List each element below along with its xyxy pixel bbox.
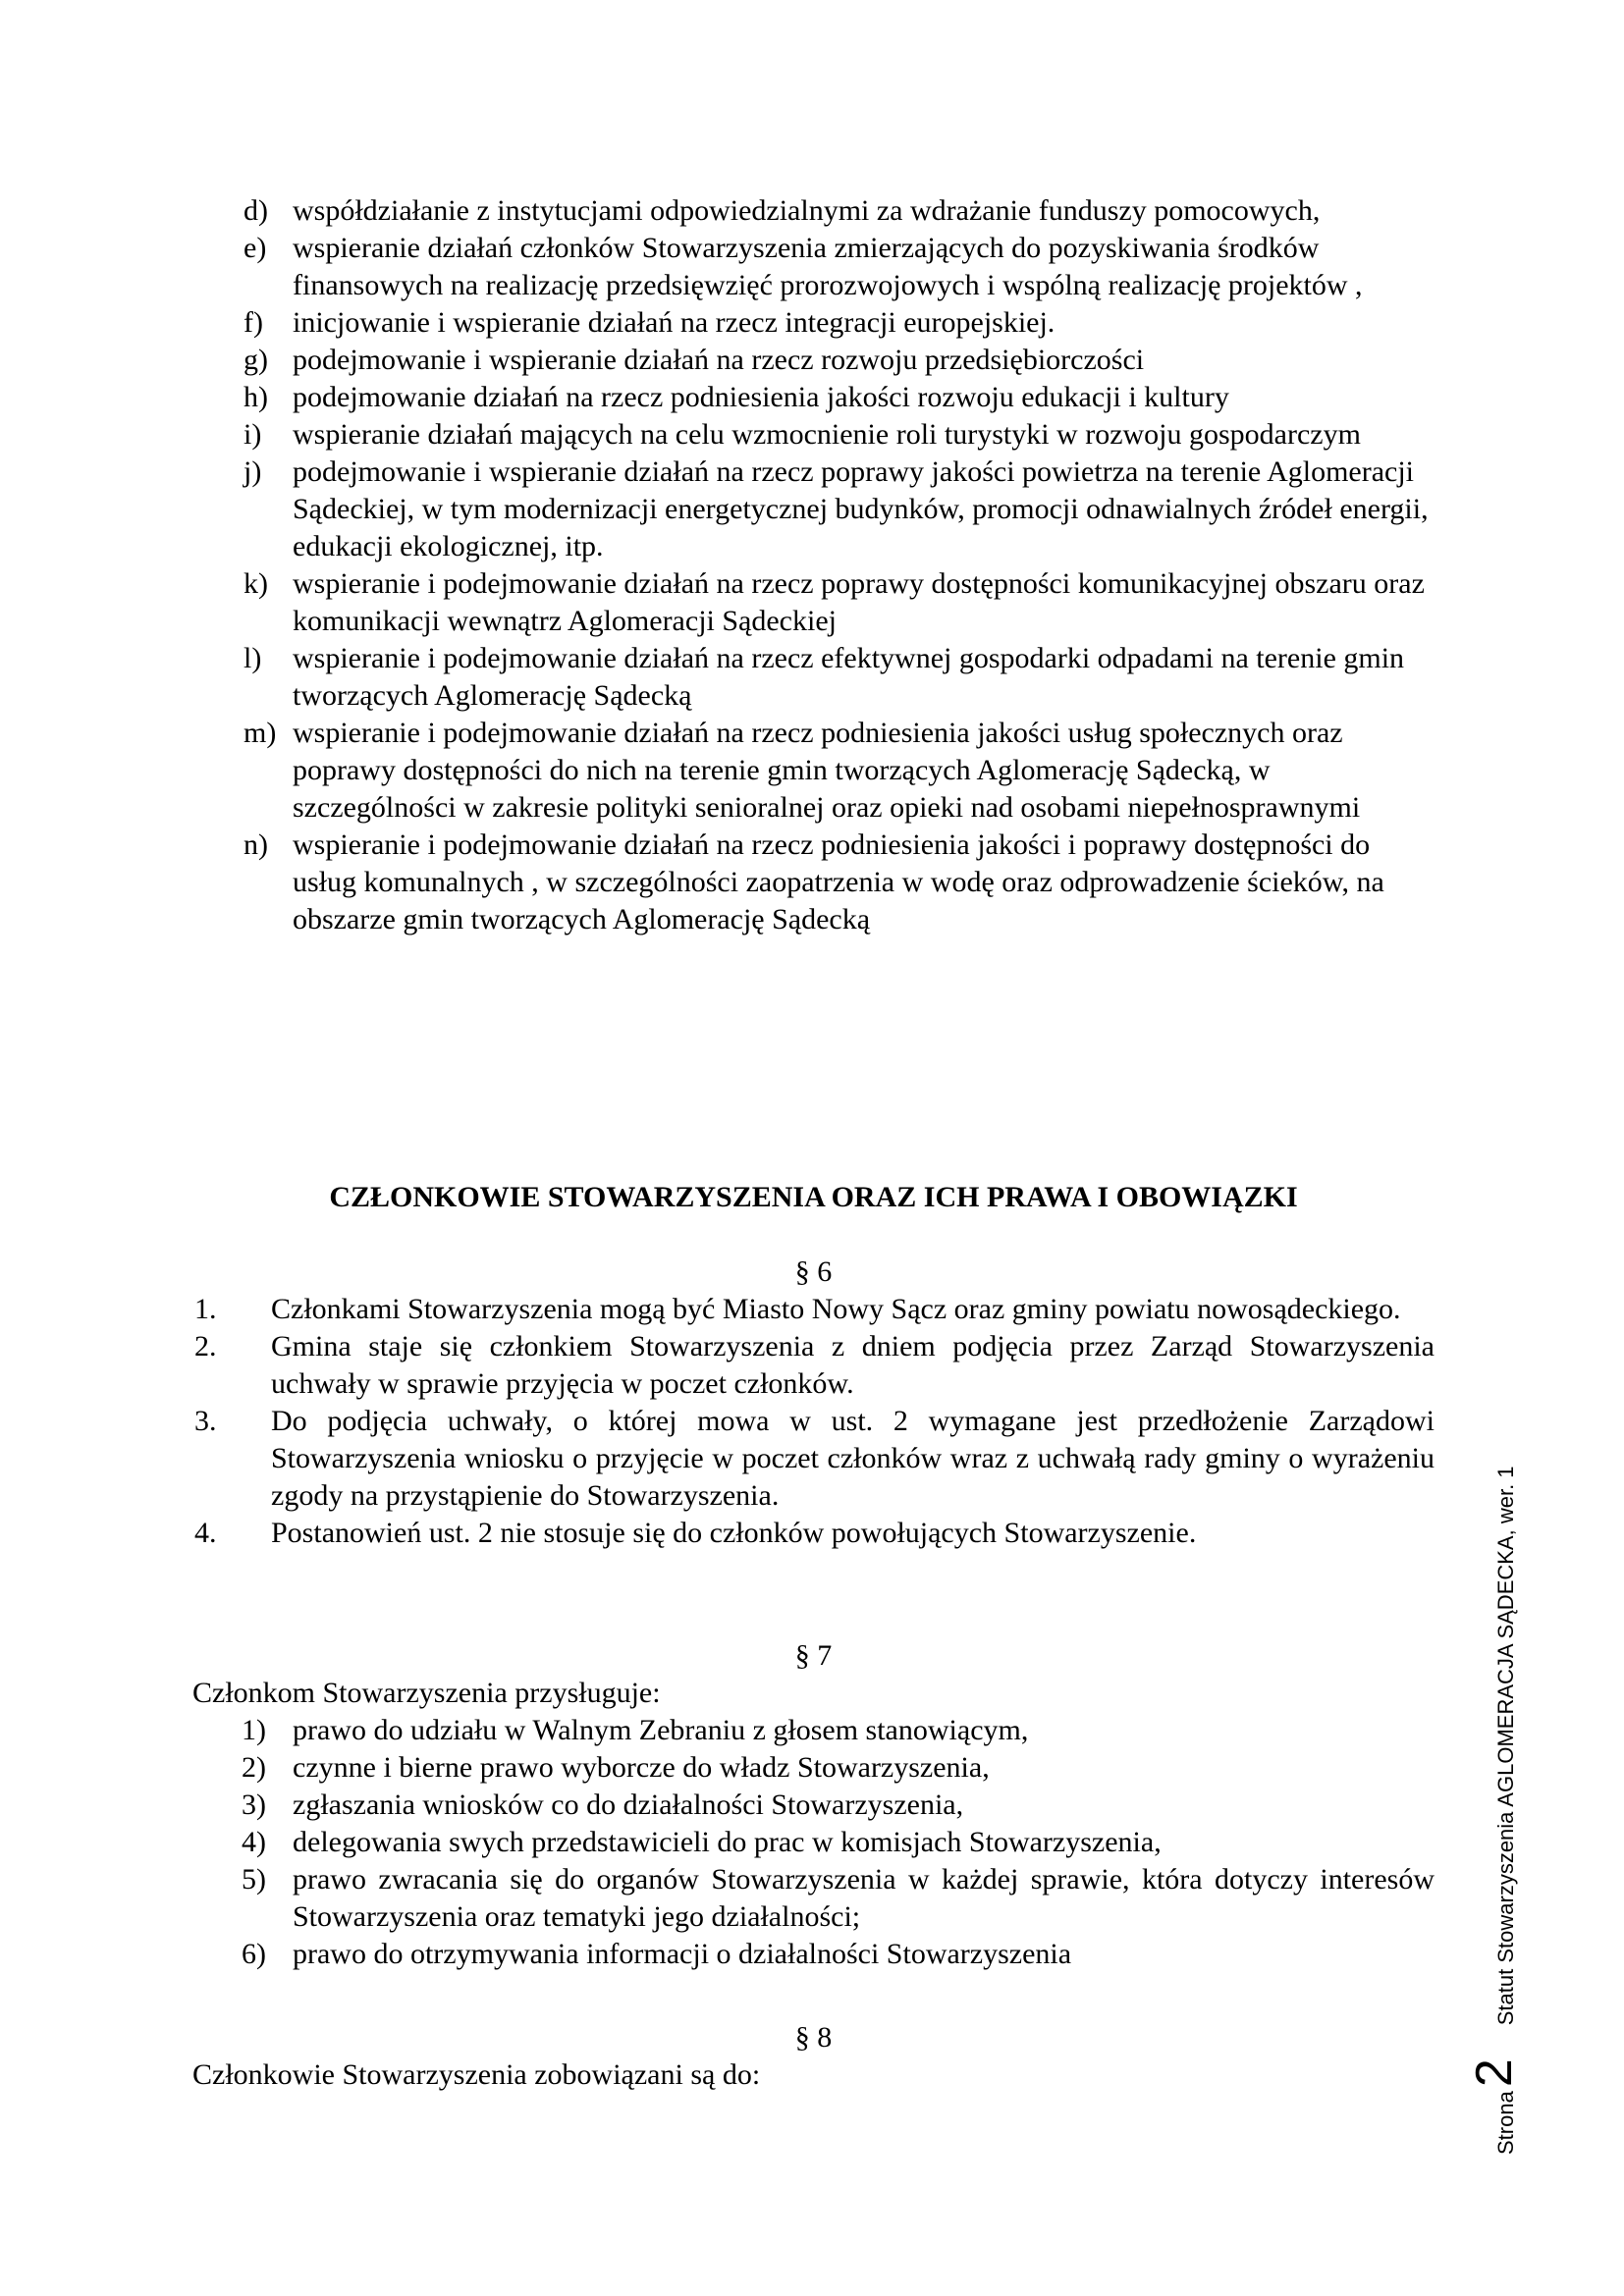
list-marker: l)	[244, 642, 262, 674]
list-marker: j)	[244, 455, 262, 488]
list-item	[192, 1861, 1435, 1936]
paragraph-8-intro: Członkowie Stowarzyszenia zobowiązani są do:	[192, 2058, 761, 2091]
list-marker: 3)	[242, 1789, 266, 1821]
paragraph-6-list	[192, 1291, 1435, 1552]
list-item-text: delegowania swych przedstawicieli do prac w komisjach Stowarzyszenia,	[293, 1826, 1162, 1858]
list-marker: e)	[244, 232, 267, 264]
list-item-text: podejmowanie i wspieranie działań na rzecz poprawy jakości powietrza na terenie Aglomeracji Sądeckiej, w tym modernizacji energetycznej budynków, promocji odnawialnych źródeł energii, edukacji ekologicznej, itp.	[293, 455, 1429, 562]
list-item	[192, 379, 1435, 416]
list-marker: 2.	[194, 1330, 217, 1362]
list-item	[192, 1712, 1435, 1749]
list-item-text: zgłaszania wniosków co do działalności Stowarzyszenia,	[293, 1789, 964, 1821]
list-item	[192, 192, 1435, 230]
paragraph-7-title: § 7	[794, 1639, 833, 1672]
list-item	[192, 1749, 1435, 1787]
list-item-text: współdziałanie z instytucjami odpowiedzialnymi za wdrażanie funduszy pomocowych,	[293, 194, 1321, 227]
list-marker: k)	[244, 567, 268, 600]
list-marker: g)	[244, 344, 268, 376]
list-item	[192, 454, 1435, 565]
list-item-text: wspieranie i podejmowanie działań na rzecz podniesienia jakości usług społecznych oraz poprawy dostępności do nich na terenie gmin tworzących Aglomerację Sądecką, w szczególności w zakresie polityki senioralnej oraz opieki nad osobami niepełnosprawnymi	[293, 717, 1361, 824]
list-item-text: inicjowanie i wspieranie działań na rzecz integracji europejskiej.	[293, 306, 1056, 339]
list-marker: 1.	[194, 1293, 217, 1325]
list-marker: 6)	[242, 1938, 266, 1970]
list-item	[192, 230, 1435, 304]
paragraph-6-title: § 6	[794, 1255, 833, 1288]
list-item	[192, 1291, 1435, 1328]
section-heading: CZŁONKOWIE STOWARZYSZENIA ORAZ ICH PRAWA I OBOWIĄZKI	[329, 1181, 1298, 1213]
list-marker: h)	[244, 381, 268, 413]
list-marker: 2)	[242, 1751, 266, 1784]
list-item	[192, 827, 1435, 938]
list-item	[192, 1328, 1435, 1403]
list-item	[192, 342, 1435, 379]
list-item-text: wspieranie działań członków Stowarzyszenia zmierzających do pozyskiwania środków finansowych na realizację przedsięwzięć prorozwojowych i wspólną realizację projektów ,	[293, 232, 1363, 301]
list-item-text: wspieranie i podejmowanie działań na rzecz podniesienia jakości i poprawy dostępności do usług komunalnych , w szczególności zaopatrzenia w wodę oraz odprowadzenie ścieków, na obszarze gmin tworzących Aglomerację Sądecką	[293, 828, 1384, 935]
list-item	[192, 1936, 1435, 1973]
list-marker: 4)	[242, 1826, 266, 1858]
page-label: Strona	[1493, 2091, 1518, 2155]
list-item	[192, 640, 1435, 715]
paragraph-7	[192, 1637, 1435, 1973]
list-item-text: wspieranie i podejmowanie działań na rzecz poprawy dostępności komunikacyjnej obszaru oraz komunikacji wewnątrz Aglomeracji Sądeckiej	[293, 567, 1425, 637]
list-item-text: wspieranie działań mających na celu wzmocnienie roli turystyki w rozwoju gospodarczym	[293, 418, 1361, 451]
list-item-text: Do podjęcia uchwały, o której mowa w ust. 2 wymagane jest przedłożenie Zarządowi Stowarzyszenia wniosku o przyjęcie w poczet członków wraz z uchwałą rady gminy o wyrażeniu zgody na przystąpienie do Stowarzyszenia.	[271, 1405, 1435, 1512]
list-item	[192, 565, 1435, 640]
list-item-text: podejmowanie działań na rzecz podniesienia jakości rozwoju edukacji i kultury	[293, 381, 1229, 413]
list-item	[192, 416, 1435, 454]
list-item-text: prawo do otrzymywania informacji o działalności Stowarzyszenia	[293, 1938, 1072, 1970]
list-marker: m)	[244, 717, 277, 749]
paragraph-6	[192, 1254, 1435, 1552]
side-footer	[1461, 1350, 1523, 2155]
list-marker: f)	[244, 306, 263, 339]
list-item	[192, 1515, 1435, 1552]
list-item	[192, 304, 1435, 342]
list-item	[192, 715, 1435, 827]
paragraph-7-list	[192, 1712, 1435, 1973]
objectives-continued	[192, 192, 1435, 938]
list-item-text: prawo do udziału w Walnym Zebraniu z głosem stanowiącym,	[293, 1714, 1029, 1746]
paragraph-8	[192, 2019, 1435, 2094]
list-item-text: prawo zwracania się do organów Stowarzyszenia w każdej sprawie, która dotyczy interesów Stowarzyszenia oraz tematyki jego działalności;	[293, 1863, 1435, 1933]
list-marker: 3.	[194, 1405, 217, 1437]
list-item-text: Gmina staje się członkiem Stowarzyszenia z dniem podjęcia przez Zarząd Stowarzyszenia uchwały w sprawie przyjęcia w poczet członków.	[271, 1330, 1435, 1400]
list-marker: i)	[244, 418, 262, 451]
alpha-list	[192, 192, 1435, 938]
page-number: 2	[1466, 2058, 1523, 2088]
list-item-text: podejmowanie i wspieranie działań na rzecz rozwoju przedsiębiorczości	[293, 344, 1145, 376]
list-marker: 4.	[194, 1517, 217, 1549]
list-marker: d)	[244, 194, 268, 227]
list-marker: 1)	[242, 1714, 266, 1746]
list-item	[192, 1787, 1435, 1824]
document-title: Statut Stowarzyszenia AGLOMERACJA SĄDECKA, wer. 1	[1493, 1466, 1518, 2026]
list-item	[192, 1403, 1435, 1515]
paragraph-8-title: § 8	[794, 2021, 833, 2054]
list-marker: 5)	[242, 1863, 266, 1896]
list-item-text: wspieranie i podejmowanie działań na rzecz efektywnej gospodarki odpadami na terenie gmin tworzących Aglomerację Sądecką	[293, 642, 1405, 712]
list-item-text: czynne i bierne prawo wyborcze do władz Stowarzyszenia,	[293, 1751, 990, 1784]
list-item-text: Postanowień ust. 2 nie stosuje się do członków powołujących Stowarzyszenie.	[271, 1517, 1197, 1549]
list-marker: n)	[244, 828, 268, 861]
list-item	[192, 1824, 1435, 1861]
list-item-text: Członkami Stowarzyszenia mogą być Miasto Nowy Sącz oraz gminy powiatu nowosądeckiego.	[271, 1293, 1401, 1325]
paragraph-7-intro: Członkom Stowarzyszenia przysługuje:	[192, 1677, 661, 1709]
